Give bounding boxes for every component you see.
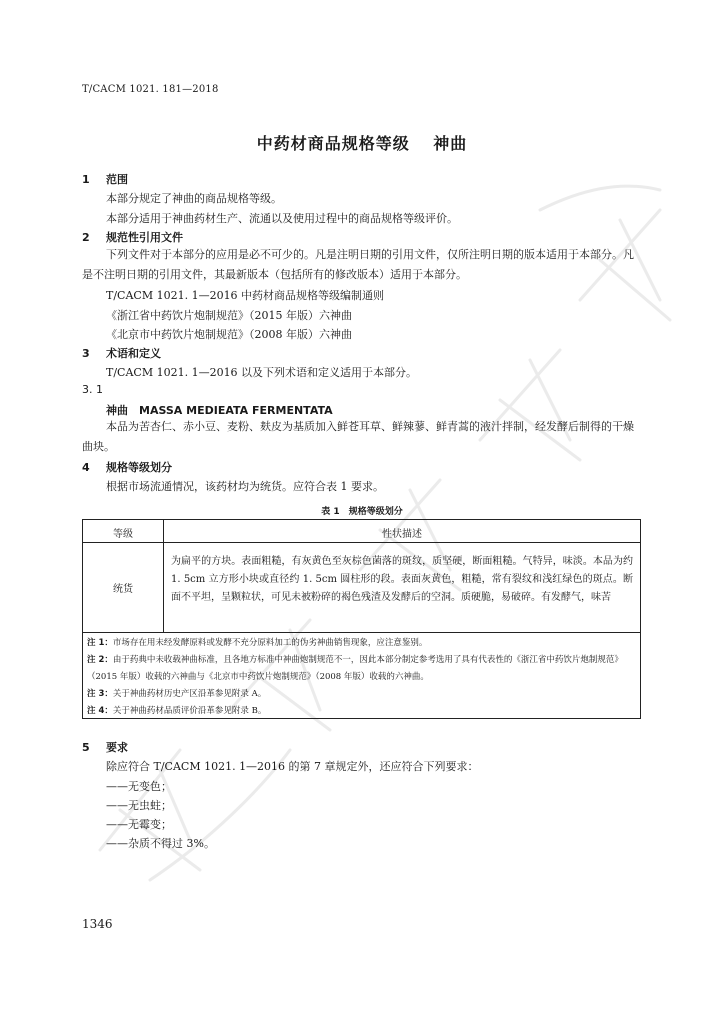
requirement-item: ——无霉变；	[106, 818, 172, 831]
paragraph: 除应符合 T/CACM 1021. 1—2016 的第 7 章规定外，还应符合下列要求：	[106, 760, 479, 773]
note-text: 关于神曲药材历史产区沿革参见附录 A。	[112, 689, 267, 699]
section-title: 范围	[106, 173, 128, 186]
standard-code: T/CACM 1021. 181—2018	[82, 84, 219, 95]
section-number: 5	[82, 741, 90, 754]
table-note	[87, 635, 635, 652]
paragraph: 根据市场流通情况，该药材均为统货。应符合表 1 要求。	[106, 480, 384, 493]
section-number: 1	[82, 173, 90, 186]
table-header-grade: 等级	[113, 529, 133, 540]
note-text: 由于药典中未收载神曲标准，且各地方标准中神曲炮制规范不一，因此本部分制定参考选用了具有代表性的《浙江省中药饮片炮制规范》（2015 年版）收载的六神曲与《北京市中药饮片炮制规范》（2008 年版）收载的六神曲。	[87, 655, 623, 682]
note-label: 注 4：	[87, 706, 113, 716]
table-note	[87, 703, 635, 720]
table-header-description: 性状描述	[382, 529, 422, 540]
table-divider	[83, 542, 640, 543]
page-number: 1346	[82, 917, 113, 931]
reference-item: 《浙江省中药饮片炮制规范》（2015 年版）六神曲	[106, 309, 352, 322]
section-3-heading	[82, 345, 161, 361]
section-4-heading	[82, 459, 172, 475]
section-number: 3	[82, 347, 90, 360]
section-2-heading	[82, 229, 183, 245]
subsection-number: 3. 1	[82, 383, 103, 396]
term-title: 神曲 MASSA MEDIEATA FERMENTATA	[106, 404, 333, 417]
table-cell-grade: 统货	[113, 584, 133, 595]
paragraph: T/CACM 1021. 1—2016 以及下列术语和定义适用于本部分。	[106, 366, 418, 379]
grade-table	[82, 519, 641, 719]
section-title: 要求	[106, 741, 128, 754]
section-number: 2	[82, 231, 90, 244]
table-divider	[83, 632, 640, 633]
paragraph: 本部分规定了神曲的商品规格等级。	[106, 192, 282, 205]
note-label: 注 1：	[87, 638, 113, 648]
table-notes	[87, 635, 635, 720]
requirement-item: ——无变色；	[106, 780, 172, 793]
note-text: 关于神曲药材品质评价沿革参见附录 B。	[112, 706, 267, 716]
page-title: 中药材商品规格等级 神曲	[256, 134, 468, 153]
note-label: 注 3：	[87, 689, 113, 699]
paragraph: 下列文件对于本部分的应用是必不可少的。凡是注明日期的引用文件，仅所注明日期的版本适用于本部分。凡是不注明日期的引用文件，其最新版本（包括所有的修改版本）适用于本部分。	[82, 248, 634, 281]
note-label: 注 2：	[87, 655, 113, 665]
section-1-heading	[82, 171, 128, 187]
reference-item: T/CACM 1021. 1—2016 中药材商品规格等级编制通则	[106, 289, 385, 302]
requirement-item: ——无虫蛀；	[106, 799, 172, 812]
table-note	[87, 652, 635, 686]
reference-item: 《北京市中药饮片炮制规范》（2008 年版）六神曲	[106, 328, 352, 341]
section-number: 4	[82, 461, 90, 474]
paragraph: 本部分适用于神曲药材生产、流通以及使用过程中的商品规格等级评价。	[106, 212, 458, 225]
table-caption: 表 1 规格等级划分	[321, 507, 403, 517]
term-definition: 本品为苦杏仁、赤小豆、麦粉、麸皮为基质加入鲜苍耳草、鲜辣蓼、鲜青蒿的液汁拌制，经发酵后制得的干燥曲块。	[82, 420, 634, 453]
requirement-item: ——杂质不得过 3%。	[106, 837, 215, 850]
section-title: 规范性引用文件	[106, 231, 183, 244]
table-note	[87, 686, 635, 703]
note-text: 市场存在用未经发酵原料或发酵不充分原料加工的伪劣神曲销售现象，应注意鉴别。	[112, 638, 428, 648]
section-title: 规格等级划分	[106, 461, 172, 474]
table-cell-description: 为扁平的方块。表面粗糙，有灰黄色至灰棕色菌落的斑纹，质坚硬，断面粗糙。气特异，味淡。本品为约 1. 5cm 立方形小块或直径约 1. 5cm 圆柱形的段。表面灰黄色，粗糙，常有裂纹和浅红绿色的斑点。断面不平坦，呈颗粒状，可见未被粉碎的褐色残渣及发酵后的空洞。质硬脆，易破碎。有发酵气，味苦	[171, 556, 633, 603]
section-5-heading	[82, 739, 128, 755]
section-title: 术语和定义	[106, 347, 161, 360]
